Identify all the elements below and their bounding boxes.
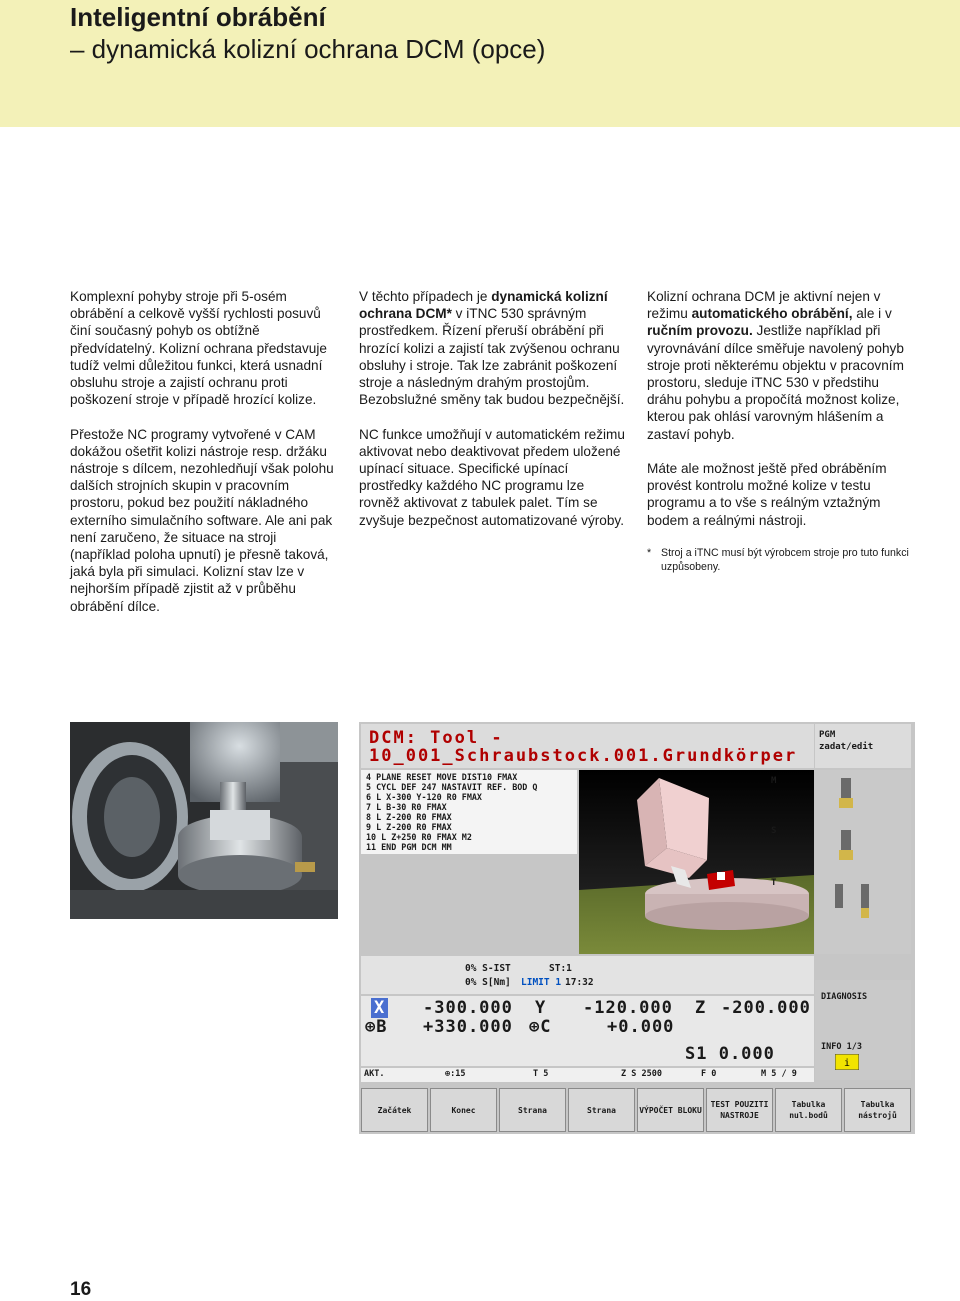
paragraph: Komplexní pohyby stroje při 5-osém obrábění a celkově vyšší rychlosti posuvů činí současný pohyb os obtížně předvídatelný. Kolizní ochrana představuje tudíž velmi důležitou funkci, která usnadní obsluhu stroje a zajistí ochranu proti poškození stroje v případě hrozící kolize. (70, 289, 327, 408)
screen-title-line-2: 10_001_Schraubstock.001.Grundkörper (369, 746, 798, 766)
screen-title-bar (361, 724, 814, 768)
spindle-value: S1 0.000 (685, 1044, 775, 1064)
b-value: +330.000 (423, 1017, 513, 1037)
paragraph: Přestože NC programy vytvořené v CAM dokážou ošetřit kolizi nástroje resp. držáku nástroje s dílcem, nezohledňují však polohu dalších strojních skupin v pracovním prostoru, pokud bez použití nákladného externího simulačního software. Ale ani pak není zaručeno, že situace na stroji (například poloha upnutí) je přesně taková, jaká byla při simulaci. Kolizní stav lze v nejhorším případě zjistit až v průběhu obrábění dílce. (70, 426, 334, 614)
s-ist: 0% S-IST (465, 963, 511, 974)
axis-z: Z (695, 998, 707, 1018)
svg-text:i: i (843, 1058, 851, 1069)
feed-value: F 0 (701, 1069, 717, 1079)
status-bar (361, 956, 814, 994)
info-button[interactable]: INFO 1/3 (821, 1042, 862, 1052)
page-subtitle: – dynamická kolizní ochrana DCM (opce) (70, 34, 546, 64)
y-value: -120.000 (583, 998, 673, 1018)
axis-y: Y (535, 998, 547, 1018)
softkey-konec[interactable]: Konec (430, 1088, 497, 1132)
softkey-vypocet-bloku[interactable]: VÝPOČET BLOKU (637, 1088, 704, 1132)
actual-values-bar (361, 1068, 814, 1082)
tool-sidebar (771, 770, 911, 954)
st-value: ST:1 (549, 963, 572, 974)
program-line[interactable]: 5 CYCL DEF 247 NASTAVIT REF. BOD Q (366, 782, 538, 792)
softkey-zacatek[interactable]: Začátek (361, 1088, 428, 1132)
softkey-test-nastroje[interactable]: TEST POUZITI NASTROJE (706, 1088, 773, 1132)
text-column-3 (647, 288, 915, 574)
clock: 17:32 (565, 977, 594, 988)
paragraph: Máte ale možnost ještě před obráběním provést kontrolu možné kolize v testu programu a to vše s reálným vztažným bodem a reálnými nástroji. (647, 461, 887, 528)
s-label: S (771, 826, 777, 836)
diagnosis-button[interactable]: DIAGNOSIS (821, 992, 868, 1002)
info-icon (835, 1054, 859, 1070)
mode-indicator: PGM zadat/edit (815, 724, 911, 768)
m-label: M (771, 776, 777, 786)
footnote (647, 546, 915, 574)
axis-b: ⊕B (365, 1017, 388, 1037)
feed-override: ⊕:15 (445, 1069, 466, 1079)
tnc-screen (359, 722, 915, 1134)
softkey-tabulka-nastroju[interactable]: Tabulka nástrojů (844, 1088, 911, 1132)
softkey-strana-down[interactable]: Strana (568, 1088, 635, 1132)
m-functions: M 5 / 9 (761, 1069, 797, 1079)
softkey-tabulka-nul-bodu[interactable]: Tabulka nul.bodů (775, 1088, 842, 1132)
paragraph: V těchto případech je dynamická kolizní ochrana DCM* v iTNC 530 správným prostředkem. Řízení přeruší obrábění při hrozící kolizi a zajistí tak zvýšenou ochranu obsluhy i stroje. Tak lze zabránit poškození stroje a následným drahým prostojům. Bezobslužné směny tak budou bezpečnější. (359, 289, 625, 408)
program-line[interactable]: 9 L Z-200 R0 FMAX (366, 822, 452, 832)
paragraph: Kolizní ochrana DCM je aktivní nejen v režimu automatického obrábění, ale i v ručním provozu. Jestliže například při vyrovnávání dílce směřuje navolený pohyb stroje proti některému objektu v pracovním prostoru, sleduje iTNC 530 v předstihu dráhu pohybu a propočítá možnost kolize, kterou pak ohlásí varovným hlášením a zastaví pohyb. (647, 289, 904, 442)
screen-title-line-1: DCM: Tool - (369, 728, 504, 748)
program-listing (361, 770, 577, 854)
axis-c: ⊕C (529, 1017, 552, 1037)
diagnosis-panel (815, 980, 911, 1080)
footnote-text: Stroj a iTNC musí být výrobcem stroje pro tuto funkci uzpůsobeny. (661, 547, 909, 574)
s-nm: 0% S[Nm] (465, 977, 511, 988)
program-line[interactable]: 7 L B-30 R0 FMAX (366, 802, 447, 812)
page-title: Inteligentní obrábění (70, 2, 326, 32)
title-banner (0, 0, 960, 127)
tool-icon (815, 770, 911, 954)
akt-label: AKT. (364, 1069, 385, 1079)
tool-number: T 5 (533, 1069, 549, 1079)
position-display (361, 996, 814, 1066)
page-number: 16 (70, 1279, 92, 1300)
x-value: -300.000 (423, 998, 513, 1018)
softkey-bar (361, 1088, 913, 1132)
program-line[interactable]: 8 L Z-200 R0 FMAX (366, 812, 452, 822)
limit-value: LIMIT 1 (521, 977, 562, 988)
machine-photo (70, 722, 338, 919)
softkey-strana-up[interactable]: Strana (499, 1088, 566, 1132)
axis-x: X (371, 998, 388, 1018)
program-line[interactable]: 6 L X-300 Y-120 R0 FMAX (366, 792, 482, 802)
spindle-speed: Z S 2500 (621, 1069, 662, 1079)
text-column-2 (359, 288, 627, 546)
z-value: -200.000 (721, 998, 811, 1018)
program-line[interactable]: 4 PLANE RESET MOVE DIST10 FMAX (366, 772, 518, 782)
program-line[interactable]: 11 END PGM DCM MM (366, 842, 452, 852)
paragraph: NC funkce umožňují v automatickém režimu aktivovat nebo deaktivovat předem uložené upínací situace. Specifické upínací prostředky každého NC programu lze rovněž aktivovat z tabulek palet. Tím se zvyšuje bezpečnost automatizované výroby. (359, 426, 625, 528)
text-column-1 (70, 288, 338, 632)
program-line[interactable]: 10 L Z+250 R0 FMAX M2 (366, 832, 472, 842)
t-label: T (771, 878, 777, 888)
collision-3d-view (579, 770, 814, 954)
footnote-marker: * (647, 547, 652, 560)
c-value: +0.000 (607, 1017, 675, 1037)
